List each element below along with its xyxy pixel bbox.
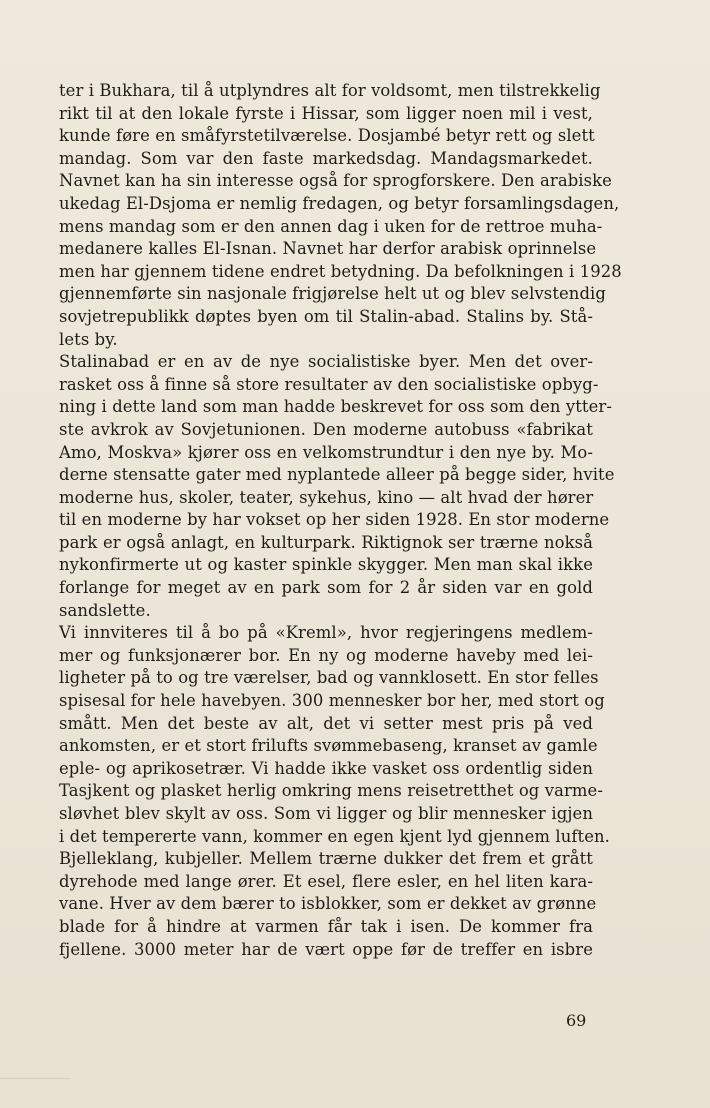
text-line: vane. Hver av dem bærer to isblokker, som er dekket av grønne: [59, 894, 597, 914]
text-line: ning i dette land som man hadde beskrevet for oss som den ytter-: [59, 397, 612, 417]
text-line: dyrehode med lange ører. Et esel, flere esler, en hel liten kara-: [59, 871, 593, 891]
text-line: smått. Men det beste av alt, det vi setter mest pris på ved: [59, 713, 593, 733]
text-line: sandslette.: [59, 600, 151, 620]
text-line: nykonfirmerte ut og kaster spinkle skygger. Men man skal ikke: [59, 555, 593, 575]
text-line: eple- og aprikosetrær. Vi hadde ikke vasket oss ordentlig siden: [59, 758, 593, 778]
text-line: ste avkrok av Sovjetunionen. Den moderne autobuss «fabrikat: [59, 419, 593, 439]
text-line: mens mandag som er den annen dag i uken for de rettroe muha-: [59, 216, 603, 236]
text-line: forlange for meget av en park som for 2 år siden var en gold: [59, 578, 593, 598]
text-line: Tasjkent og plasket herlig omkring mens reisetretthet og varme-: [59, 781, 603, 801]
text-line: mer og funksjonærer bor. En ny og moderne haveby med lei-: [59, 645, 593, 665]
text-line: ankomsten, er et stort frilufts svømmebaseng, kranset av gamle: [59, 736, 598, 756]
text-line: gjennemførte sin nasjonale frigjørelse helt ut og blev selvstendig: [59, 284, 606, 304]
text-line: medanere kalles El-Isnan. Navnet har derfor arabisk oprinnelse: [59, 239, 597, 259]
text-line: spisesal for hele havebyen. 300 mennesker bor her, med stort og: [59, 691, 605, 711]
text-line: lets by.: [59, 329, 118, 349]
text-line: i det tempererte vann, kommer en egen kjent lyd gjennem luften.: [59, 826, 610, 846]
text-line: sløvhet blev skylt av oss. Som vi ligger og blir mennesker igjen: [59, 804, 593, 823]
body-text: [59, 80, 622, 961]
text-line: ter i Bukhara, til å utplyndres alt for voldsomt, men tilstrekkelig: [59, 81, 601, 100]
text-line: ukedag El-Dsjoma er nemlig fredagen, og betyr forsamlingsdagen,: [59, 193, 620, 213]
text-line: Vi innviteres til å bo på «Kreml», hvor regjeringens medlem-: [59, 623, 593, 643]
text-line: rasket oss å finne så store resultater av den socialistiske opbyg-: [59, 374, 599, 394]
text-line: derne stensatte gater med nyplantede alleer på begge sider, hvite: [59, 465, 615, 485]
text-line: fjellene. 3000 meter har de vært oppe før de treffer en isbre: [59, 939, 593, 959]
text-line: blade for å hindre at varmen får tak i isen. De kommer fra: [59, 916, 593, 936]
text-line: Amo, Moskva» kjører oss en velkomstrundtur i den nye by. Mo-: [59, 442, 593, 462]
text-line: Bjelleklang, kubjeller. Mellem trærne dukker det frem et grått: [59, 849, 593, 869]
text-line: Navnet kan ha sin interesse også for sprogforskere. Den arabiske: [59, 171, 612, 191]
page-number: 69: [566, 1011, 587, 1030]
page-edge-mark: [0, 1078, 70, 1079]
text-line: ligheter på to og tre værelser, bad og vannklosett. En stor felles: [59, 668, 599, 688]
text-line: sovjetrepublikk døptes byen om til Stalin-abad. Stalins by. Stå-: [59, 306, 593, 326]
text-line: kunde føre en småfyrstetilværelse. Dosjambé betyr rett og slett: [59, 126, 595, 146]
text-line: til en moderne by har vokset op her siden 1928. En stor moderne: [59, 510, 610, 530]
text-line: men har gjennem tidene endret betydning. Da befolkningen i 1928: [59, 261, 622, 281]
text-line: moderne hus, skoler, teater, sykehus, kino — alt hvad der hører: [59, 487, 594, 507]
text-line: rikt til at den lokale fyrste i Hissar, som ligger noen mil i vest,: [59, 103, 593, 123]
text-line: Stalinabad er en av de nye socialistiske byer. Men det over-: [59, 352, 593, 372]
text-line: park er også anlagt, en kulturpark. Riktignok ser trærne nokså: [59, 532, 593, 552]
text-line: mandag. Som var den faste markedsdag. Mandagsmarkedet.: [59, 148, 593, 168]
